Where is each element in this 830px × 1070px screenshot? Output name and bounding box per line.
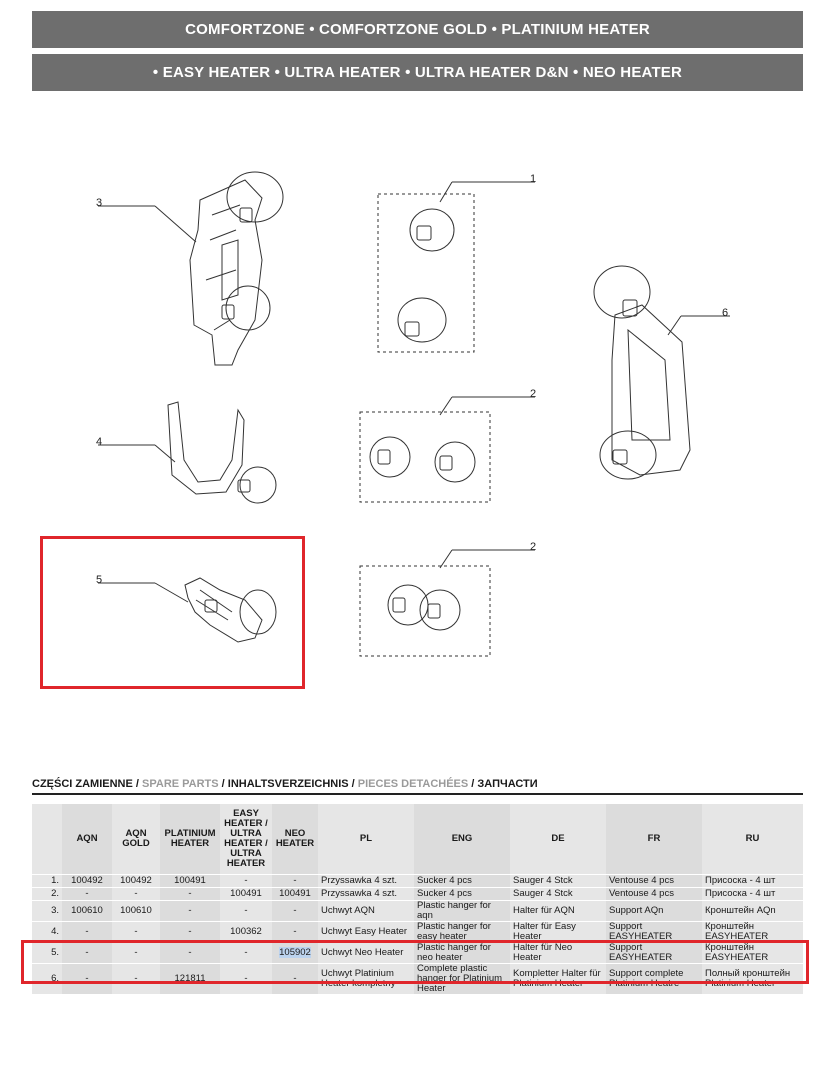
cell-aqn-gold: 100610: [112, 900, 160, 921]
header-fr: FR: [606, 804, 702, 874]
highlight-row-5: [21, 940, 809, 984]
section-divider: [32, 793, 803, 795]
cell-aqn-gold: -: [112, 942, 160, 963]
cell-num: 5.: [32, 942, 62, 963]
cell-fr: Support AQn: [606, 900, 702, 921]
cell-de: Sauger 4 Stck: [510, 874, 606, 887]
cell-aqn: -: [62, 963, 112, 994]
title-en: SPARE PARTS: [142, 778, 219, 790]
cell-pl: Uchwyt AQN: [318, 900, 414, 921]
table-row: [32, 887, 803, 900]
cell-ru: Кронштейн EASYHEATER: [702, 921, 803, 942]
part-3-drawing: [98, 172, 283, 365]
callout-5: 5: [96, 574, 103, 586]
cell-num: 3.: [32, 900, 62, 921]
cell-fr: Ventouse 4 pcs: [606, 874, 702, 887]
cell-easy-ultra: -: [220, 963, 272, 994]
header-aqn-gold: AQN GOLD: [112, 804, 160, 874]
cell-aqn-gold: 100492: [112, 874, 160, 887]
title-ru: ЗАПЧАСТИ: [477, 778, 538, 790]
cell-eng: Plastic hanger for neo heater: [414, 942, 510, 963]
callout-3: 3: [96, 197, 103, 209]
callout-6: 6: [722, 307, 729, 319]
cell-neo: -: [272, 900, 318, 921]
header-banner-top: COMFORTZONE • COMFORTZONE GOLD • PLATINIUM HEATER: [32, 11, 803, 48]
cell-neo: -: [272, 963, 318, 994]
cell-de: Halter für Neo Heater: [510, 942, 606, 963]
cell-easy-ultra: 100362: [220, 921, 272, 942]
title-sep: /: [132, 778, 143, 790]
header-num: [32, 804, 62, 874]
cell-platinium: -: [160, 921, 220, 942]
cell-eng: Complete plastic hanger for Platinium Heater: [414, 963, 510, 994]
cell-easy-ultra: -: [220, 900, 272, 921]
table-header-row: [32, 804, 803, 874]
title-sep: /: [468, 778, 478, 790]
header-aqn: AQN: [62, 804, 112, 874]
callout-1: 1: [530, 173, 537, 185]
header-ru: RU: [702, 804, 803, 874]
cell-eng: Plastic hanger for easy heater: [414, 921, 510, 942]
part-1-drawing: [378, 182, 535, 352]
table-row: [32, 900, 803, 921]
cell-de: Halter für Easy Heater: [510, 921, 606, 942]
cell-easy-ultra: 100491: [220, 887, 272, 900]
cell-num: 2.: [32, 887, 62, 900]
title-sep: /: [218, 778, 228, 790]
cell-aqn-gold: -: [112, 887, 160, 900]
cell-platinium: -: [160, 900, 220, 921]
cell-fr: Support complete Platinium Heatre: [606, 963, 702, 994]
header-platinium: PLATINIUM HEATER: [160, 804, 220, 874]
cell-pl: Przyssawka 4 szt.: [318, 887, 414, 900]
cell-neo: -: [272, 921, 318, 942]
cell-pl: Uchwyt Easy Heater: [318, 921, 414, 942]
cell-eng: Sucker 4 pcs: [414, 874, 510, 887]
header-banner-bottom: • EASY HEATER • ULTRA HEATER • ULTRA HEATER D&N • NEO HEATER: [32, 54, 803, 91]
cell-eng: Sucker 4 pcs: [414, 887, 510, 900]
cell-fr: Support EASYHEATER: [606, 921, 702, 942]
cell-neo: -: [272, 874, 318, 887]
cell-num: 6.: [32, 963, 62, 994]
cell-ru: Кронштейн EASYHEATER: [702, 942, 803, 963]
part-2b-drawing: [360, 550, 535, 656]
part-6-drawing: [594, 266, 730, 479]
cell-de: Kompletter Halter für Platinium Heater: [510, 963, 606, 994]
section-title: [32, 778, 538, 790]
cell-platinium: -: [160, 887, 220, 900]
table-row: [32, 874, 803, 887]
header-eng: ENG: [414, 804, 510, 874]
header-neo: NEO HEATER: [272, 804, 318, 874]
header-pl: PL: [318, 804, 414, 874]
cell-aqn: -: [62, 942, 112, 963]
cell-aqn: -: [62, 921, 112, 942]
cell-num: 1.: [32, 874, 62, 887]
cell-neo: 100491: [272, 887, 318, 900]
header-easy-ultra: EASY HEATER / ULTRA HEATER / ULTRA HEATER: [220, 804, 272, 874]
cell-pl: Uchwyt Neo Heater: [318, 942, 414, 963]
part-2a-drawing: [360, 397, 535, 502]
cell-de: Halter für AQN: [510, 900, 606, 921]
table-row: [32, 921, 803, 942]
cell-pl: Uchwyt Platinium Heater kompletny: [318, 963, 414, 994]
cell-ru: Кронштейн AQn: [702, 900, 803, 921]
cell-fr: Support EASYHEATER: [606, 942, 702, 963]
cell-de: Sauger 4 Stck: [510, 887, 606, 900]
cell-ru: Полный кронштейн Platinium Heater: [702, 963, 803, 994]
title-sep: /: [348, 778, 358, 790]
title-de: INHALTSVERZEICHNIS: [227, 778, 349, 790]
cell-aqn: 100492: [62, 874, 112, 887]
callout-2a: 2: [530, 388, 537, 400]
cell-aqn: -: [62, 887, 112, 900]
cell-num: 4.: [32, 921, 62, 942]
cell-aqn: 100610: [62, 900, 112, 921]
cell-easy-ultra: -: [220, 942, 272, 963]
callout-4: 4: [96, 436, 103, 448]
cell-ru: Присоска - 4 шт: [702, 874, 803, 887]
cell-platinium: 121811: [160, 963, 220, 994]
highlight-part-5: [40, 536, 305, 689]
cell-fr: Ventouse 4 pcs: [606, 887, 702, 900]
cell-platinium: -: [160, 942, 220, 963]
cell-eng: Plastic hanger for aqn: [414, 900, 510, 921]
cell-pl: Przyssawka 4 szt.: [318, 874, 414, 887]
cell-ru: Присоска - 4 шт: [702, 887, 803, 900]
callout-2b: 2: [530, 541, 537, 553]
cell-aqn-gold: -: [112, 963, 160, 994]
part-4-drawing: [98, 402, 276, 503]
cell-aqn-gold: -: [112, 921, 160, 942]
title-fr: PIECES DETACHÉES: [357, 778, 469, 790]
selected-text[interactable]: 105902: [279, 946, 311, 958]
cell-platinium: 100491: [160, 874, 220, 887]
title-pl: CZĘŚCI ZAMIENNE: [32, 778, 133, 790]
header-de: DE: [510, 804, 606, 874]
cell-easy-ultra: -: [220, 874, 272, 887]
